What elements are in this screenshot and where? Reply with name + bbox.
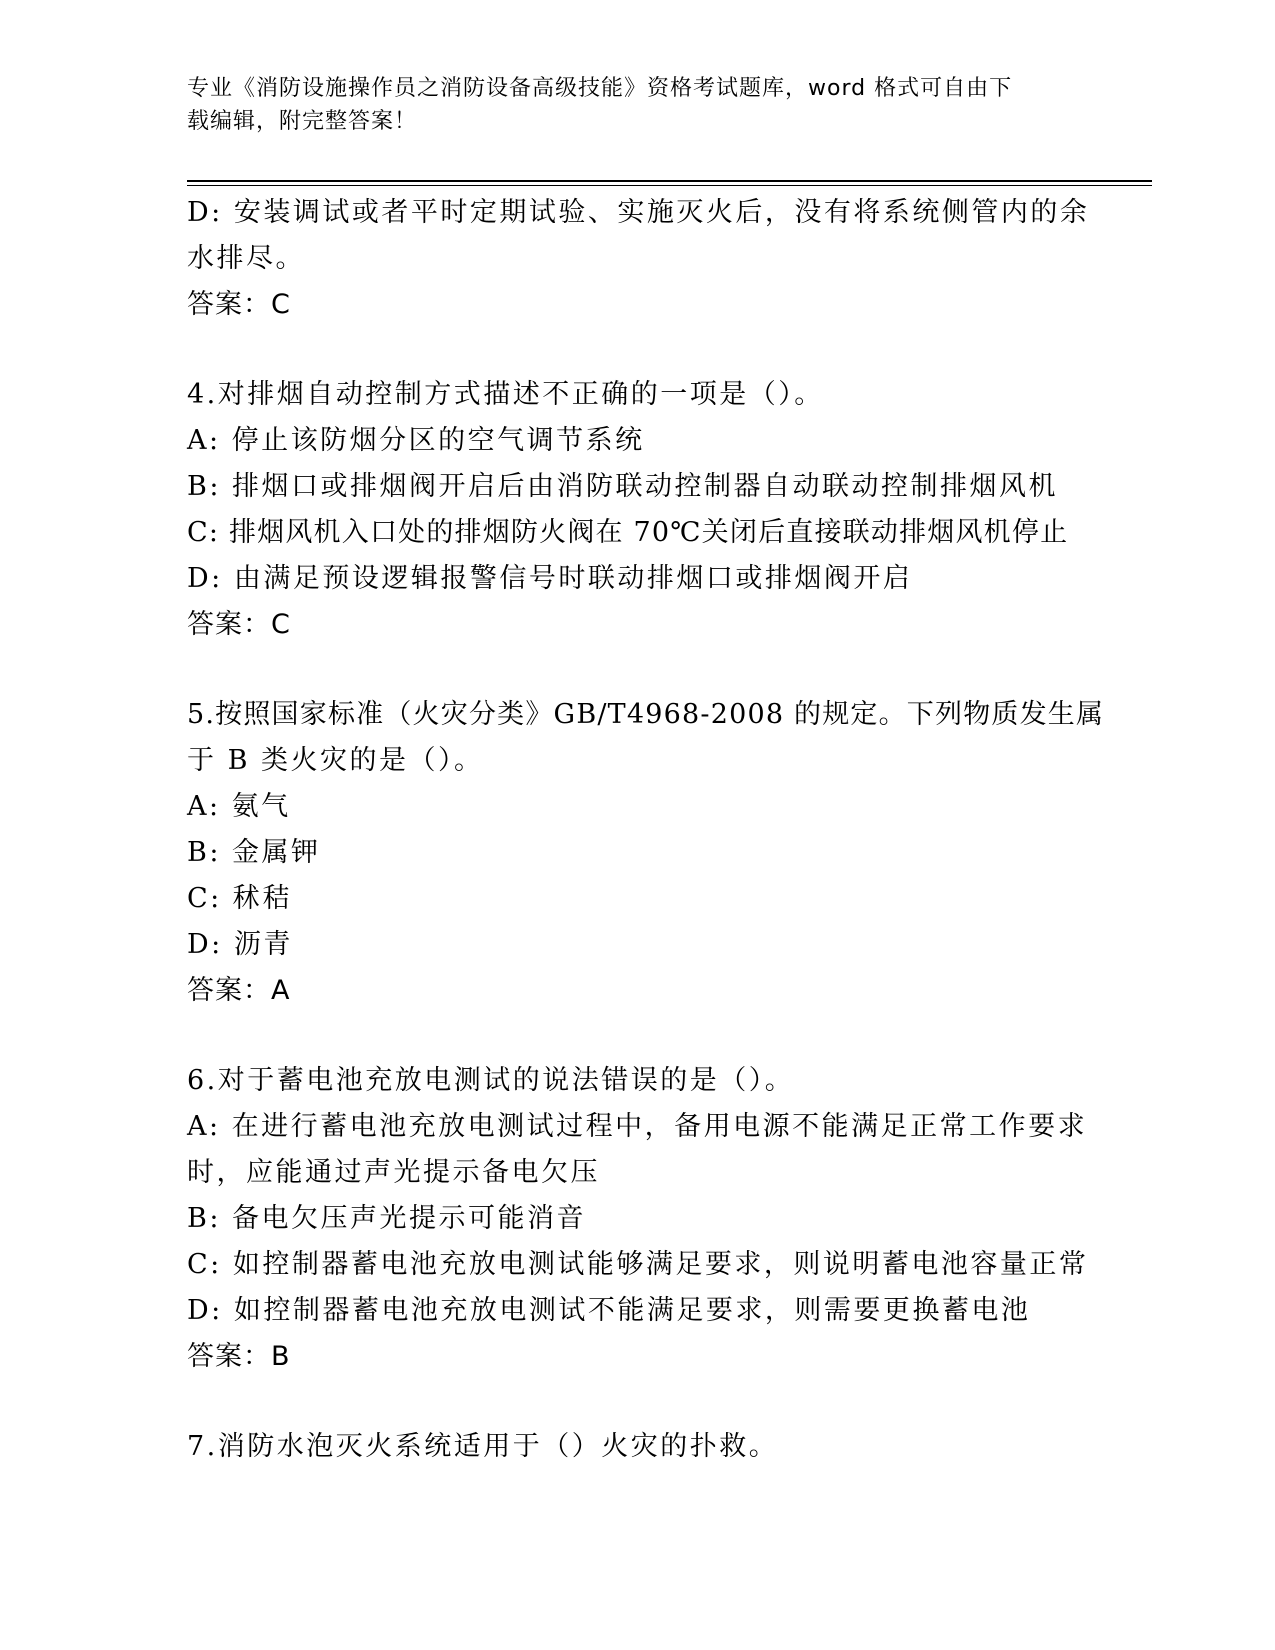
document-header	[187, 72, 1067, 138]
option-b: B: 排烟口或排烟阀开启后由消防联动控制器自动联动控制排烟风机	[187, 471, 1059, 502]
option-a: A: 氨气	[187, 791, 291, 822]
option-d: D: 沥青	[187, 929, 293, 960]
option-d-line-1: D: 安装调试或者平时定期试验、实施灭火后，没有将系统侧管内的余	[187, 197, 1090, 228]
option-a-line-2: 时，应能通过声光提示备电欠压	[187, 1157, 600, 1188]
option-b: B: 备电欠压声光提示可能消音	[187, 1203, 587, 1234]
question-4	[187, 372, 1087, 648]
question-5	[187, 692, 1105, 1014]
question-text: 4.对排烟自动控制方式描述不正确的一项是（）。	[187, 379, 824, 410]
question-3-tail	[187, 190, 1090, 328]
answer-label: 答案：A	[187, 975, 291, 1006]
answer-label: 答案：B	[187, 1341, 291, 1372]
answer-label: 答案：C	[187, 609, 291, 640]
option-b: B: 金属钾	[187, 837, 321, 868]
option-c: C: 秫秸	[187, 883, 292, 914]
option-a: A: 停止该防烟分区的空气调节系统	[187, 425, 645, 456]
option-a-line-1: A: 在进行蓄电池充放电测试过程中，备用电源不能满足正常工作要求	[187, 1111, 1088, 1142]
option-d-line-2: 水排尽。	[187, 243, 305, 274]
question-text-line-1: 5.按照国家标准（火灾分类》GB/T4968-2008 的规定。下列物质发生属	[187, 699, 1105, 730]
header-line-1: 专业《消防设施操作员之消防设备高级技能》资格考试题库，word 格式可自由下	[187, 76, 1013, 101]
question-text-line-2: 于 B 类火灾的是（）。	[187, 745, 484, 776]
question-text: 7.消防水泡灭火系统适用于（）火灾的扑救。	[187, 1431, 779, 1462]
question-6	[187, 1058, 1087, 1380]
question-7	[187, 1424, 1087, 1470]
question-list	[187, 190, 1105, 1470]
header-line-2: 载编辑，附完整答案！	[187, 109, 418, 134]
option-d: D: 如控制器蓄电池充放电测试不能满足要求，则需要更换蓄电池	[187, 1295, 1031, 1326]
option-c: C: 排烟风机入口处的排烟防火阀在 70℃关闭后直接联动排烟风机停止	[187, 517, 1069, 548]
option-c: C: 如控制器蓄电池充放电测试能够满足要求，则说明蓄电池容量正常	[187, 1249, 1089, 1280]
header-rule-thin	[187, 185, 1152, 186]
header-rule-thick	[187, 180, 1152, 182]
question-text: 6.对于蓄电池充放电测试的说法错误的是（）。	[187, 1065, 795, 1096]
answer-label: 答案：C	[187, 289, 291, 320]
option-d: D: 由满足预设逻辑报警信号时联动排烟口或排烟阀开启	[187, 563, 913, 594]
